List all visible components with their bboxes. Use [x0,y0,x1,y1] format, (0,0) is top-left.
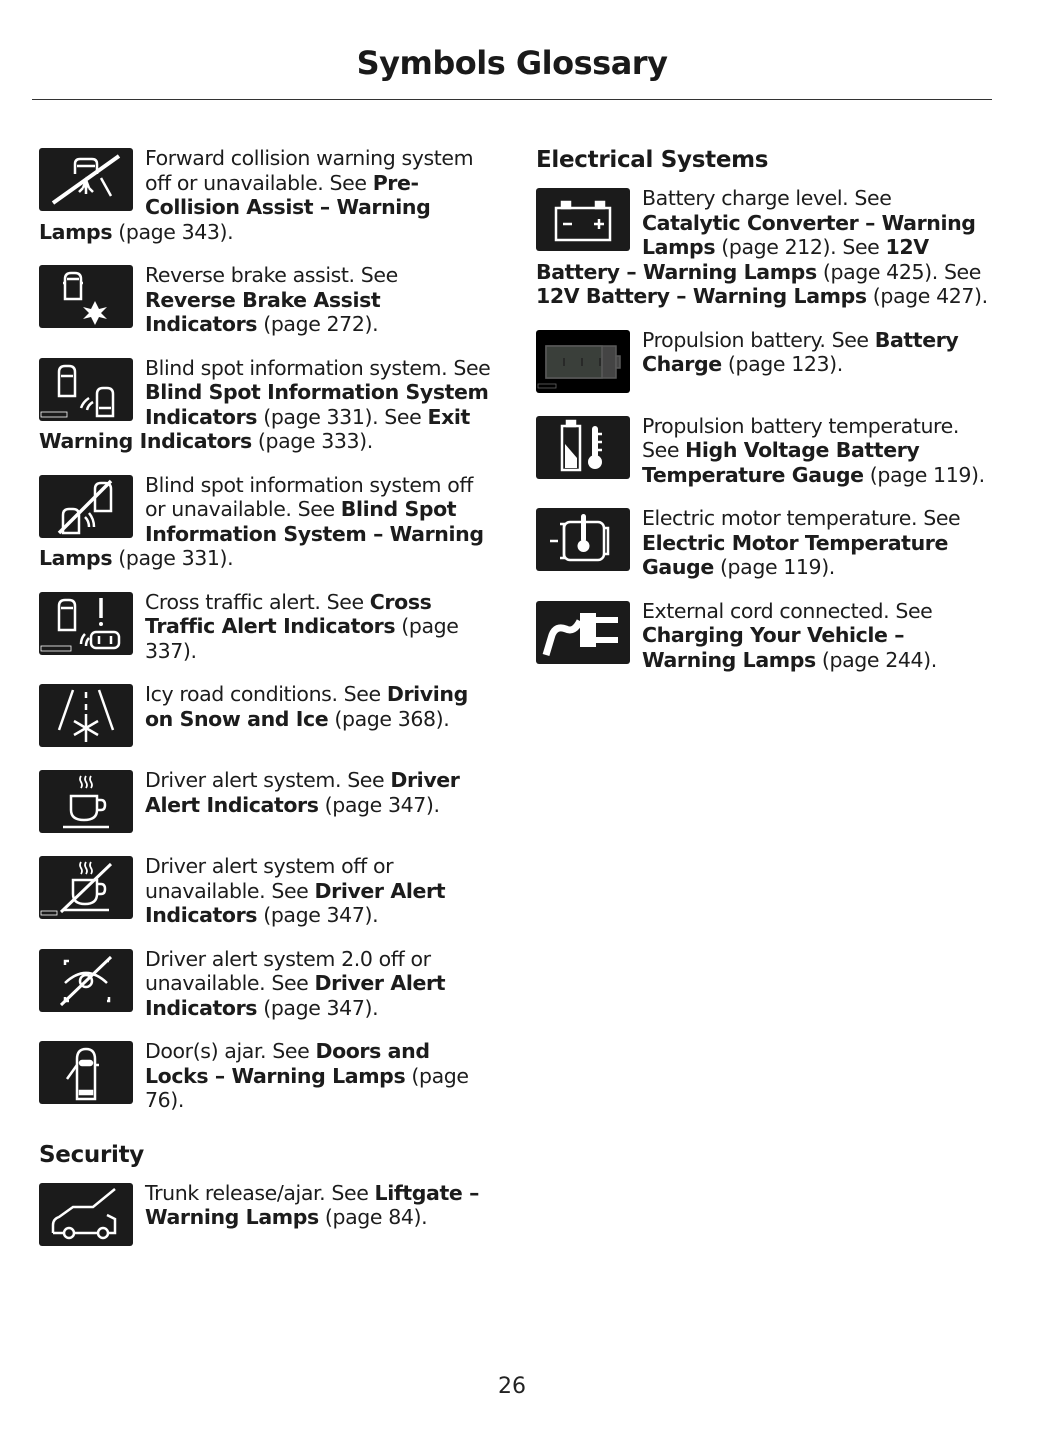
cross-traffic-alert-icon [39,592,133,655]
reference-link[interactable]: Liftgate – Warning Lamps [145,1180,479,1229]
glossary-entry: Door(s) ajar. See Doors and Locks – Warning Lamps (page 76). [39,1039,491,1113]
blind-spot-off-icon [39,475,133,538]
reference-link[interactable]: Blind Spot Information System – Warning Lamps [39,497,484,570]
glossary-entry: Driver alert system off or unavailable. See Driver Alert Indicators (page 347). [39,854,491,928]
reference-link[interactable]: Exit Warning Indicators [39,404,470,453]
reference-link[interactable]: Driving on Snow and Ice [145,682,468,731]
page-title: Symbols Glossary [356,44,668,82]
glossary-entry: Blind spot information system. See Blind Spot Information System Indicators (page 331). See Exit Warning Indicators (page 333). [39,355,491,453]
page-number: 26 [498,1374,526,1399]
glossary-entry: Cross traffic alert. See Cross Traffic Alert Indicators (page 337). [39,590,491,664]
reference-link[interactable]: Doors and Locks – Warning Lamps [145,1039,430,1088]
reference-link[interactable]: Blind Spot Information System Indicators [145,380,489,429]
blind-spot-icon [39,358,133,421]
reference-link[interactable]: 12V Battery – Warning Lamps [536,235,929,284]
glossary-entry: Propulsion battery. See Battery Charge (page 123). [536,328,988,395]
right-column [536,146,988,691]
driver-alert-2-off-icon [39,949,133,1012]
forward-collision-off-icon [39,148,133,211]
glossary-entry: Propulsion battery temperature. See High Voltage Battery Temperature Gauge (page 119). [536,414,988,488]
reference-link[interactable]: Battery Charge [642,327,959,376]
reference-link[interactable]: Catalytic Converter – Warning Lamps [642,210,976,259]
glossary-entry: Icy road conditions. See Driving on Snow and Ice (page 368). [39,682,491,749]
glossary-entry: Driver alert system 2.0 off or unavailable. See Driver Alert Indicators (page 347). [39,947,491,1021]
battery-charge-icon [536,188,630,251]
reference-link[interactable]: Cross Traffic Alert Indicators [145,589,432,638]
driver-alert-off-icon [39,856,133,919]
reference-link[interactable]: Charging Your Vehicle – Warning Lamps [642,623,905,672]
propulsion-battery-temperature-icon [536,416,630,479]
door-ajar-icon [39,1041,133,1104]
reference-link[interactable]: High Voltage Battery Temperature Gauge [642,438,920,487]
trunk-ajar-icon [39,1183,133,1246]
reference-link[interactable]: Reverse Brake Assist Indicators [145,287,381,336]
left-column [39,146,491,1267]
icy-road-icon [39,684,133,747]
glossary-entry: Forward collision warning system off or unavailable. See Pre-Collision Assist – Warning Lamps (page 343). [39,146,474,244]
reference-link[interactable]: Driver Alert Indicators [145,971,446,1020]
reference-link[interactable]: Electric Motor Temperature Gauge [642,530,948,579]
reference-link[interactable]: Driver Alert Indicators [145,878,446,927]
reference-link[interactable]: 12V Battery – Warning Lamps [536,284,867,308]
glossary-entry: Battery charge level. See Catalytic Converter – Warning Lamps (page 212). See 12V Battery – Warning Lamps (page 425). See 12V Battery – Warning Lamps (page 427). [536,186,988,308]
glossary-entry: Driver alert system. See Driver Alert Indicators (page 347). [39,768,491,835]
glossary-entry: Electric motor temperature. See Electric Motor Temperature Gauge (page 119). [536,506,988,580]
title-divider [32,99,992,100]
glossary-entry: Reverse brake assist. See Reverse Brake Assist Indicators (page 272). [39,263,491,337]
propulsion-battery-icon [536,330,630,393]
glossary-entry: Blind spot information system off or unavailable. See Blind Spot Information System – Warning Lamps (page 331). [39,472,484,570]
reference-link[interactable]: Pre-Collision Assist – Warning Lamps [39,170,431,244]
section-heading-security: Security [39,1141,144,1168]
reverse-brake-assist-icon [39,265,133,328]
driver-alert-icon [39,770,133,833]
glossary-entry: External cord connected. See Charging Your Vehicle – Warning Lamps (page 244). [536,599,988,673]
section-heading-electrical: Electrical Systems [536,147,769,173]
reference-link[interactable]: Driver Alert Indicators [145,768,460,817]
electric-motor-temperature-icon [536,508,630,571]
external-cord-icon [536,601,630,664]
glossary-entry: Trunk release/ajar. See Liftgate – Warning Lamps (page 84). [39,1181,491,1248]
